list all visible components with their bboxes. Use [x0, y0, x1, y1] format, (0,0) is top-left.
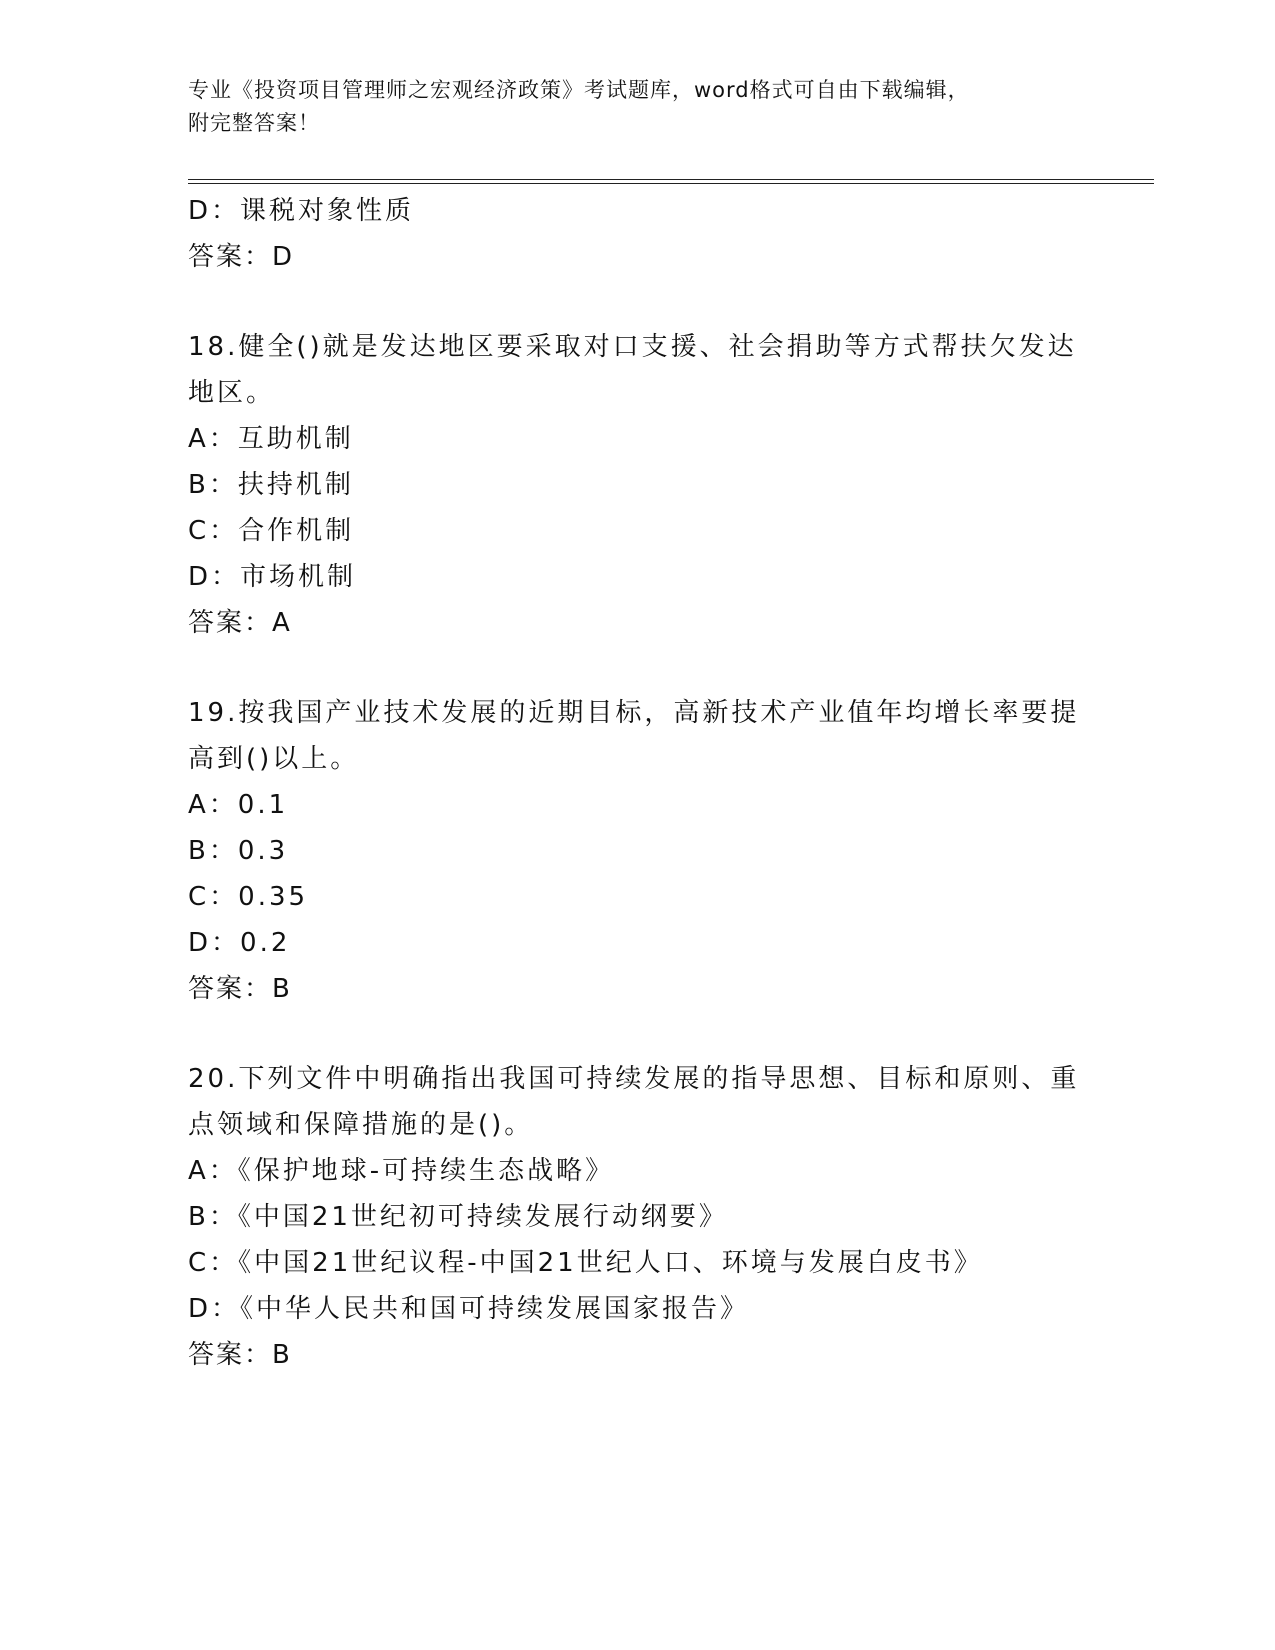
header-divider-top — [188, 179, 1154, 180]
question-stem-line-2: 地区。 — [188, 378, 276, 408]
question-stem-line-2: 点领域和保障措施的是()。 — [188, 1110, 534, 1140]
answer-line: 答案：A — [188, 608, 292, 638]
answer-line: 答案：B — [188, 974, 292, 1004]
option-a: A：互助机制 — [188, 424, 354, 454]
header-line-1: 专业《投资项目管理师之宏观经济政策》考试题库，word格式可自由下载编辑， — [188, 78, 970, 102]
option-d: D：课税对象性质 — [188, 196, 415, 226]
document-body — [188, 188, 1088, 1378]
document-header — [188, 74, 1068, 140]
option-b: B：0.3 — [188, 836, 289, 866]
option-d: D：市场机制 — [188, 562, 357, 592]
question-stem-line-1: 18.健全()就是发达地区要采取对口支援、社会捐助等方式帮扶欠发达 — [188, 332, 1077, 362]
question-20 — [188, 1056, 1088, 1378]
answer-line: 答案：D — [188, 242, 295, 272]
question-18 — [188, 324, 1088, 646]
question-19 — [188, 690, 1088, 1012]
question-stem-line-2: 高到()以上。 — [188, 744, 360, 774]
option-a: A：0.1 — [188, 790, 289, 820]
option-d: D：《中华人民共和国可持续发展国家报告》 — [188, 1294, 750, 1324]
question-stem-line-1: 19.按我国产业技术发展的近期目标，高新技术产业值年均增长率要提 — [188, 698, 1080, 728]
question-stem-line-1: 20.下列文件中明确指出我国可持续发展的指导思想、目标和原则、重 — [188, 1064, 1080, 1094]
previous-question-fragment — [188, 188, 1088, 280]
option-d: D：0.2 — [188, 928, 291, 958]
option-b: B：《中国21世纪初可持续发展行动纲要》 — [188, 1202, 728, 1232]
option-a: A：《保护地球-可持续生态战略》 — [188, 1156, 615, 1186]
option-c: C：合作机制 — [188, 516, 355, 546]
option-c: C：0.35 — [188, 882, 309, 912]
header-line-2: 附完整答案！ — [188, 111, 320, 135]
answer-line: 答案：B — [188, 1340, 292, 1370]
header-divider-bottom — [188, 183, 1154, 184]
option-b: B：扶持机制 — [188, 470, 354, 500]
option-c: C：《中国21世纪议程-中国21世纪人口、环境与发展白皮书》 — [188, 1248, 983, 1278]
